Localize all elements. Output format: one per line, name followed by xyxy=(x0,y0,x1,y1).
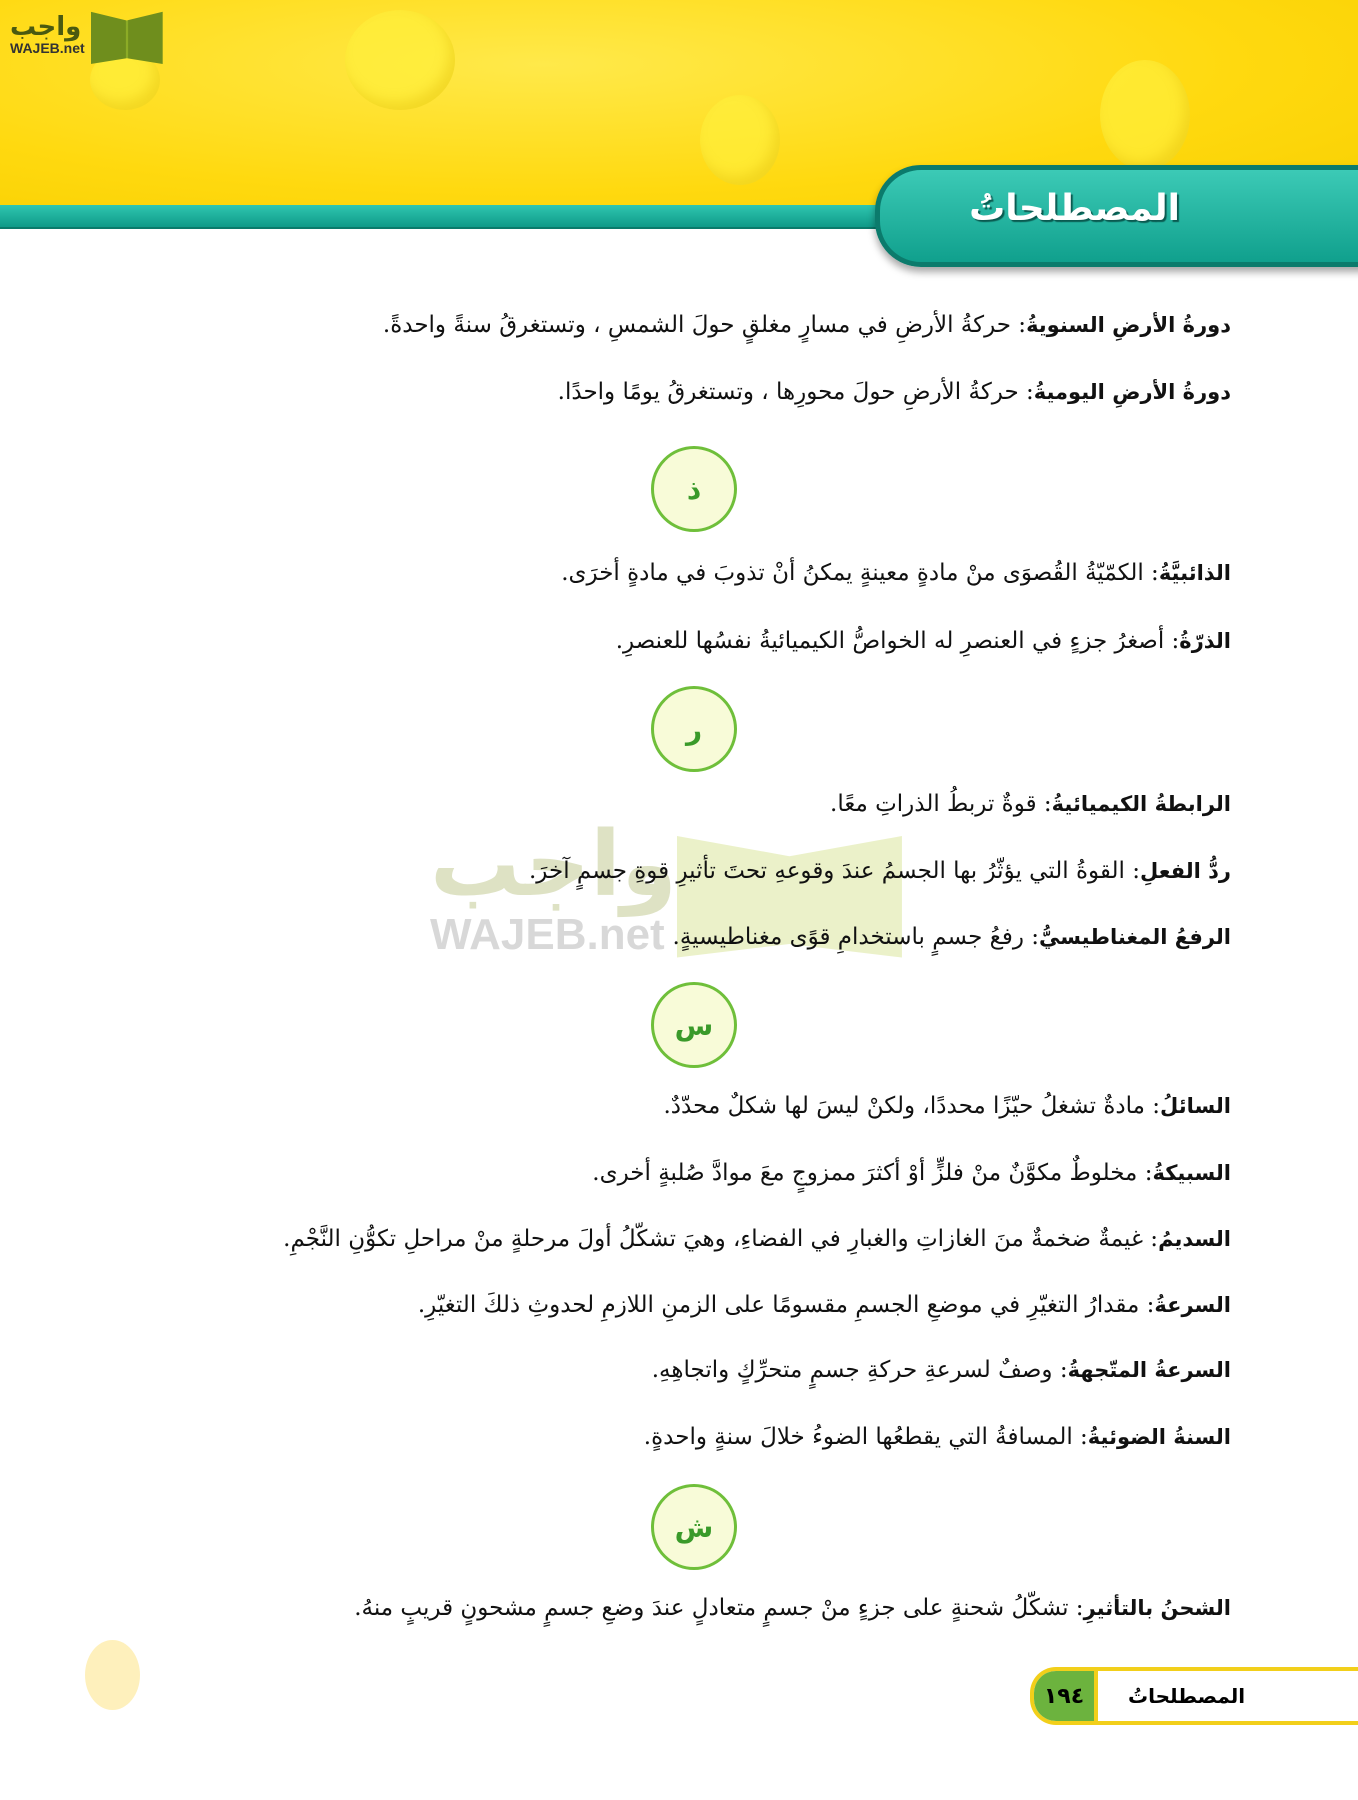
glossary-entry: الرفعُ المغناطيسيُّ: رفعُ جسمٍ باستخدامِ قوًى مغناطيسيةٍ. xyxy=(672,924,1231,950)
glossary-entry: دورةُ الأرضِ اليوميةُ: حركةُ الأرضِ حولَ محورِها ، وتستغرقُ يومًا واحدًا. xyxy=(557,379,1231,405)
glossary-entry: السرعةُ: مقدارُ التغيّرِ في موضعِ الجسمِ مقسومًا على الزمنِ اللازمِ لحدوثِ ذلكَ التغيّرِ. xyxy=(417,1292,1231,1318)
title-box xyxy=(875,165,1358,267)
logo-english: WAJEB.net xyxy=(10,40,85,56)
wajeb-logo xyxy=(10,6,163,64)
footer-title: المصطلحاتُ xyxy=(1128,1684,1246,1708)
letter-badge: س xyxy=(651,982,737,1068)
glossary-entry: الشحنُ بالتأثيرِ: تشكّلُ شحنةٍ على جزءٍ منْ جسمٍ متعادلٍ عندَ وضعِ جسمٍ مشحونٍ قريبٍ منهُ. xyxy=(354,1595,1231,1621)
glossary-entry: الرابطةُ الكيميائيةُ: قوةٌ تربطُ الذراتِ معًا. xyxy=(830,791,1231,817)
glossary-entry: السبيكةُ: مخلوطٌ مكوَّنٌ منْ فلزٍّ أوْ أكثرَ ممزوجٍ معَ موادَّ صُلبةٍ أخرى. xyxy=(592,1160,1231,1186)
page-number: ١٩٤ xyxy=(1034,1671,1098,1721)
glossary-entry: السديمُ: غيمةٌ ضخمةٌ منَ الغازاتِ والغبارِ في الفضاءِ، وهيَ تشكّلُ أولَ مرحلةٍ منْ مراحلِ تكوُّنِ النَّجْمِ. xyxy=(283,1226,1231,1252)
glossary-entry: السرعةُ المتّجهةُ: وصفٌ لسرعةِ حركةِ جسمٍ متحرِّكٍ واتجاهِهِ. xyxy=(651,1357,1231,1383)
watermark: واجب WAJEB.net xyxy=(430,820,902,960)
header-bar xyxy=(0,205,900,229)
glossary-entry: الذرّةُ: أصغرُ جزءٍ في العنصرِ له الخواصُّ الكيميائيةُ نفسُها للعنصرِ. xyxy=(615,628,1231,654)
letter-badge: ر xyxy=(651,686,737,772)
letter-badge: ذ xyxy=(651,446,737,532)
book-icon xyxy=(91,6,163,64)
glossary-entry: السائلُ: مادةٌ تشغلُ حيّزًا محددًا، ولكنْ ليسَ لها شكلٌ محدّدٌ. xyxy=(663,1093,1231,1119)
page-footer xyxy=(1030,1667,1358,1725)
page-title: المصطلحاتُ xyxy=(969,188,1180,229)
glossary-entry: الذائبيَّةُ: الكمّيّةُ القُصوَى منْ مادةٍ معينةٍ يمكنُ أنْ تذوبَ في مادةٍ أخرَى. xyxy=(561,560,1231,586)
letter-badge: ش xyxy=(651,1484,737,1570)
decorative-mark xyxy=(85,1640,140,1710)
glossary-entry: السنةُ الضوئيةُ: المسافةُ التي يقطعُها الضوءُ خلالَ سنةٍ واحدةٍ. xyxy=(643,1424,1231,1450)
logo-arabic: واجب xyxy=(10,12,82,42)
glossary-entry: دورةُ الأرضِ السنويةُ: حركةُ الأرضِ في مسارٍ مغلقٍ حولَ الشمسِ ، وتستغرقُ سنةً واحدةً. xyxy=(382,312,1231,338)
glossary-entry: ردُّ الفعلِ: القوةُ التي يؤثّرُ بها الجسمُ عندَ وقوعهِ تحتَ تأثيرِ قوةِ جسمٍ آخرَ. xyxy=(528,858,1231,884)
